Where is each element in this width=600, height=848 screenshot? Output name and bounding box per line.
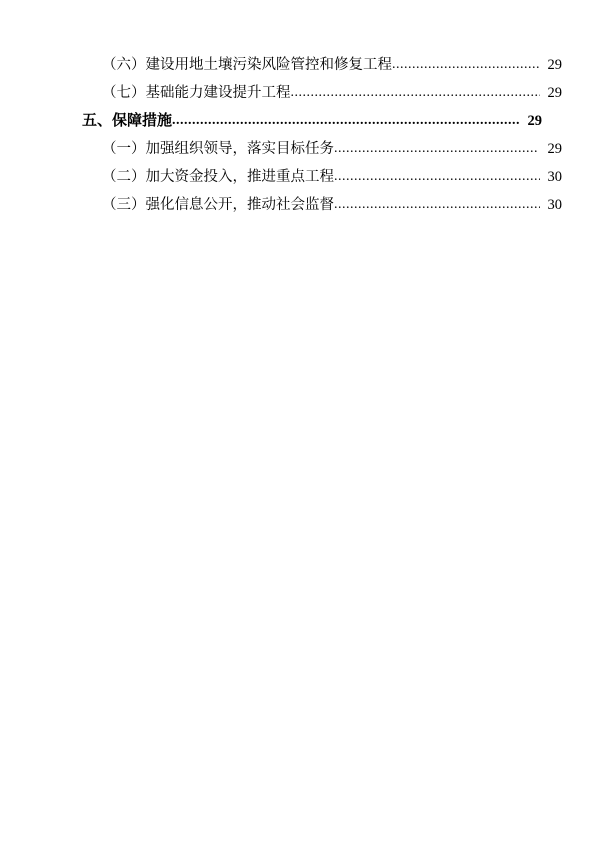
toc-leader-dots — [334, 198, 540, 212]
toc-leader-dots — [392, 58, 539, 72]
toc-leader-dots — [291, 86, 541, 100]
toc-entry[interactable] — [70, 170, 562, 185]
toc-page-number: 29 — [547, 85, 562, 101]
toc-entry[interactable] — [70, 142, 562, 157]
toc-entry-label: （三）强化信息公开，推动社会监督 — [102, 197, 334, 213]
toc-entry[interactable] — [70, 58, 562, 73]
toc-page-number: 29 — [527, 113, 542, 129]
toc-entry-label: （七）基础能力建设提升工程 — [102, 85, 291, 101]
toc-entry-label: （六）建设用地土壤污染风险管控和修复工程 — [102, 57, 392, 73]
toc-entry[interactable] — [70, 114, 542, 129]
toc-entry-label: （二）加大资金投入，推进重点工程 — [102, 169, 334, 185]
toc-leader-dots — [334, 142, 538, 156]
toc-entry-label: 五、保障措施 — [82, 113, 173, 129]
toc-entry-label: （一）加强组织领导，落实目标任务 — [102, 141, 334, 157]
toc-page-number: 29 — [547, 141, 562, 157]
toc-leader-dots — [334, 170, 540, 184]
toc-page-number: 29 — [547, 57, 562, 73]
toc-page-number: 30 — [547, 197, 562, 213]
toc-leader-dots — [172, 114, 520, 128]
table-of-contents — [70, 57, 562, 213]
toc-entry[interactable] — [70, 86, 562, 101]
toc-page-number: 30 — [547, 169, 562, 185]
toc-entry[interactable] — [70, 198, 562, 213]
